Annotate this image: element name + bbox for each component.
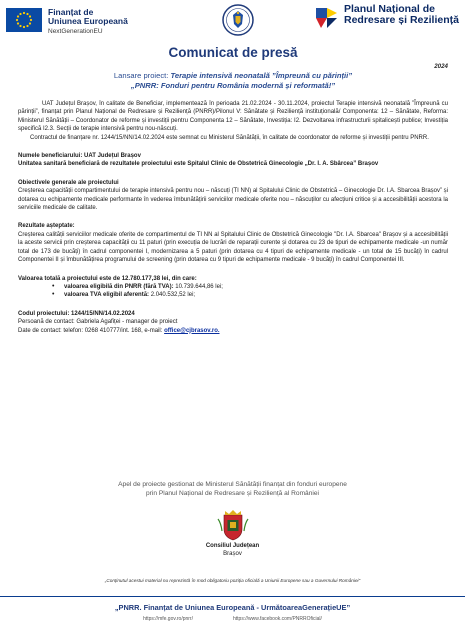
subtitle-slogan: „PNRR: Fonduri pentru România modernă și reformată!” (130, 81, 336, 90)
eligible-value-amount: 10.739.644,86 lei; (175, 283, 223, 290)
contact-details (18, 327, 448, 335)
council-line1: Consiliul Județean (205, 543, 260, 549)
vat-value-label: valoarea TVA eligibil aferentă: (64, 292, 151, 299)
eligible-value-item (64, 283, 448, 291)
pnrr-logo (313, 4, 459, 32)
results-section (18, 222, 448, 264)
contract-paragraph: Contractul de finanțare nr. 1244/15/NN/14.02.2024 este semnat cu Ministerul Sănătății, în calitate de coordonator de reforme și investiții pentru PNRR. (30, 134, 429, 141)
subtitle-project-name: Terapie intensivă neonatală ”Împreună cu părinții” (170, 71, 353, 80)
pnrr-text-line2: Redresare și Reziliență (344, 14, 459, 26)
eu-funding-logo (6, 8, 128, 36)
page-title: Comunicat de presă (168, 45, 298, 60)
eligible-value-label: valoarea eligibilă din PNRR (fără TVA): (64, 283, 176, 290)
project-subtitle (18, 71, 448, 91)
footer-slogan: „PNRR. Finanțat de Uniunea Europeană - UrmătoareaGenerațieUE” (114, 603, 351, 612)
objectives-section (18, 179, 448, 213)
contact-details-text: Date de contact: telefon: 0268 410777/int. 168, e-mail: (18, 327, 165, 334)
page-header (0, 0, 465, 40)
objectives-heading: Obiectivele generale ale proiectului (18, 179, 119, 186)
results-heading: Rezultate așteptate: (18, 223, 75, 230)
disclaimer-text: „Conținutul acestui material nu reprezintă în mod obligatoriu poziția oficială a Uniunii Europene sau a Guvernului României” (104, 578, 361, 583)
project-code: Codul proiectului: 1244/15/NN/14.02.2024 (18, 310, 135, 317)
value-section (18, 275, 448, 300)
value-heading: Valoarea totală a proiectului este de 12.780.177,38 lei, din care: (18, 275, 197, 282)
footer-divider (0, 596, 465, 600)
intro-paragraph: UAT Județul Brașov, în calitate de Beneficiar, implementează în perioada 21.02.2024 - 30.11.2024, proiectul Terapie intensivă neonatală ”Împreună cu părinții”, finanțat prin Planul Național de Redresare și Reziliență (PNRR)/Pilonul V: Sănătate și Reziliență instituțională/ Componenta: 12 – Sănătate, Reforma: Ministerul Sănătății – Coordonator de reforme și investiții pentru Componenta 12 – Sănătate, Investiția: I2. Dezvoltarea infrastructurii spitalicești publice; Investiția specifică I2.3. Secții de terapie intensivă pentru nou-născuți. (18, 101, 448, 133)
eu-text-line3: NextGenerationEU (48, 28, 103, 35)
pnrr-mark-icon (313, 4, 341, 32)
vat-value-amount: 2.040.532,52 lei; (150, 292, 196, 299)
footer-link-facebook[interactable]: https://www.facebook.com/PNRROficial/ (233, 616, 322, 622)
appeal-line1: Apel de proiecte gestionat de Ministerul Sănătății finanțat din fonduri europene (118, 481, 347, 488)
beneficiary-name: Numele beneficiarului: UAT Județul Brașov (18, 153, 141, 160)
eu-text-line1: Finanțat de (48, 7, 94, 17)
appeal-line2: prin Planul Național de Redresare și Reziliență al României (146, 490, 319, 497)
contact-person: Persoană de contact: Gabriela Agafiței - manager de proiect (18, 319, 178, 326)
eu-text-line2: Uniunea Europeană (48, 16, 128, 26)
government-seal-icon (222, 4, 254, 36)
county-crest-icon (213, 509, 253, 541)
council-line2: Brașov (223, 550, 242, 557)
vat-value-item (64, 291, 448, 299)
funding-appeal (40, 480, 425, 498)
results-text: Creșterea calității serviciilor medicale oferite de compartimentul de TI NN al Spitalului Clinic de Obstetrică Ginecologie "Dr. I.A. Sbarcea" Brașov și a accesibilității la aceste servicii prin creșterea capacității cu 11 paturi (prin execuția de lucrări de reparații curente și dotarea cu 23 de tipuri de echipamente medicale -un număr total de 173 de bucăți) în cadrul componentei I, modernizarea a 5 paturi (prin dotarea cu 4 tipuri de echipamente medicale - un total de 15 bucăți) în cadrul Componentei II și îmbunătățirea programului de screening (prin dotarea cu 9 tipuri de echipamente medicale - 9 bucăți) în cadrul Componentei III. (18, 231, 448, 264)
pnrr-text-line1: Planul Național de (344, 3, 436, 15)
beneficiary-unit: Unitatea sanitară beneficiară de rezultatele proiectului este Spitalul Clinic de Obstetrică Ginecologie „Dr. I. A. Sbârcea” Brașov (18, 161, 379, 168)
eu-flag-icon (6, 8, 42, 32)
footer-link-mfe[interactable]: https://mfe.gov.ro/pnrr/ (143, 616, 193, 622)
beneficiary-section (18, 152, 448, 169)
press-release-body (18, 40, 448, 335)
county-council-label (176, 543, 289, 558)
release-year: 2024 (434, 63, 448, 70)
subtitle-prefix: Lansare proiect: (113, 71, 171, 80)
contact-section (18, 310, 448, 335)
contact-email-link[interactable]: office@cjbrasov.ro. (164, 327, 220, 334)
footer-links (0, 616, 465, 622)
objectives-text: Creșterea capacității compartimentului de terapie intensivă pentru nou – născuți (TI NN) al Spitalului Clinic de Obstetrică – Ginecologie Dr. I.A. Sbarcea Brașov” și dotarea cu echipamente medicale performante în vederea îmbunătățirii serviciilor medicale oferite nou – născuților cu afecțiuni critice și a accesibilității acestora la serviciile medicale de calitate. (18, 188, 448, 212)
